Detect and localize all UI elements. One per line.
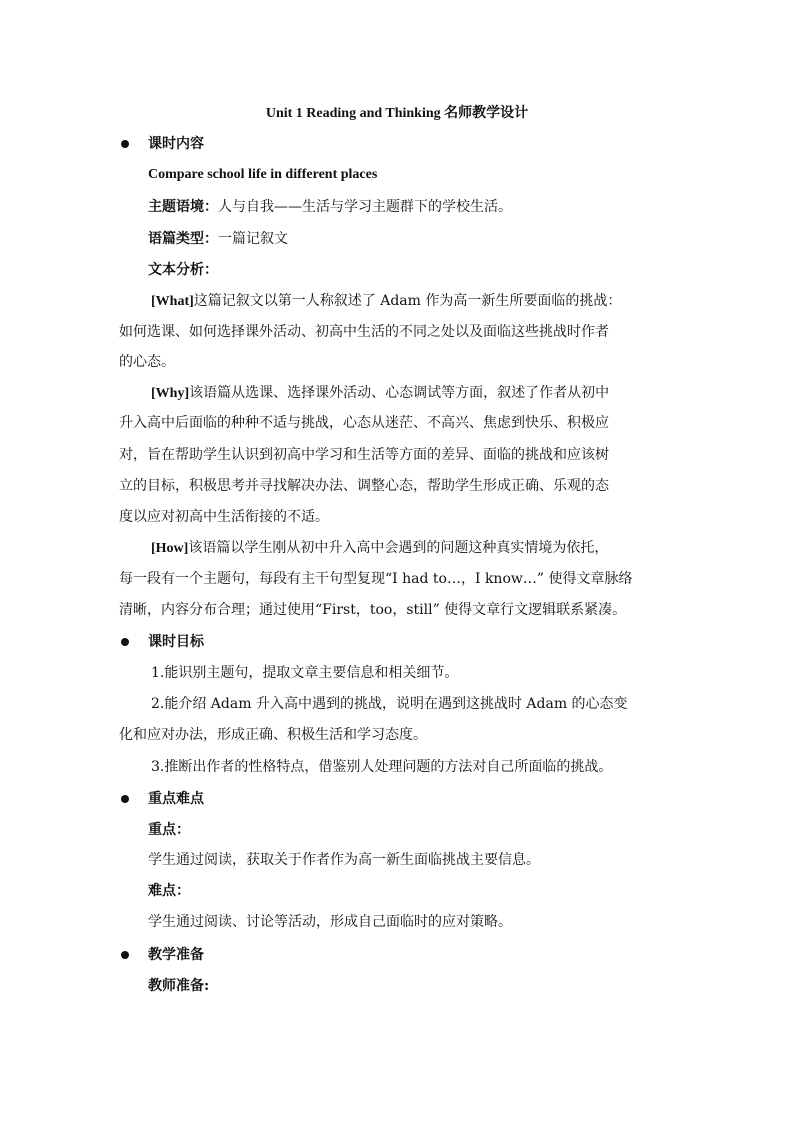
what-paragraph-line: 的心态。 — [119, 354, 175, 370]
bullet-icon — [121, 951, 129, 959]
key-text: 学生通过阅读，获取关于作者作为高一新生面临挑战主要信息。 — [148, 852, 540, 868]
section-heading-lesson-goals: 课时目标 — [148, 634, 204, 650]
bullet-icon — [121, 795, 129, 803]
why-paragraph-line: 立的目标，积极思考并寻找解决办法、调整心态，帮助学生形成正确、乐观的态 — [119, 478, 609, 494]
teacher-preparation-label: 教师准备: — [148, 978, 210, 994]
analysis-label: 文本分析： — [148, 262, 218, 278]
theme-label: 主题语境： — [148, 199, 218, 215]
goal-item: 2.能介绍 Adam 升入高中遇到的挑战，说明在遇到这挑战时 Adam 的心态变 — [151, 696, 628, 712]
section-heading-key-points: 重点难点 — [148, 791, 204, 807]
how-text: 该语篇以学生刚从初中升入高中会遇到的问题这种真实情境为依托， — [188, 540, 609, 556]
why-paragraph-line: 升入高中后面临的种种不适与挑战，心态从迷茫、不高兴、焦虑到快乐、积极应 — [119, 415, 609, 431]
how-paragraph-line: 每一段有一个主题句，每段有主干句型复现“I had to…，I know…” 使得文章脉络 — [119, 571, 633, 587]
goal-item: 1.能识别主题句，提取文章主要信息和相关细节。 — [151, 665, 459, 681]
difficult-text: 学生通过阅读、讨论等活动，形成自己面临时的应对策略。 — [148, 914, 512, 930]
genre-label: 语篇类型： — [148, 231, 218, 247]
genre-value: 一篇记叙文 — [218, 231, 288, 247]
section-heading-preparation: 教学准备 — [148, 947, 204, 963]
goal-item: 3.推断出作者的性格特点，借鉴别人处理问题的方法对自己所面临的挑战。 — [151, 759, 613, 775]
goal-item-continued: 化和应对办法，形成正确、积极生活和学习态度。 — [119, 727, 427, 743]
why-tag: [Why] — [151, 386, 190, 401]
how-tag: [How] — [151, 541, 189, 556]
section-heading-lesson-content: 课时内容 — [148, 136, 204, 152]
bullet-icon — [121, 140, 129, 148]
what-paragraph-line — [151, 291, 621, 312]
lesson-topic: Compare school life in different places — [148, 167, 378, 182]
why-paragraph-line — [151, 383, 609, 404]
why-paragraph-line: 度以应对初高中生活衔接的不适。 — [119, 509, 329, 525]
what-tag: [What] — [151, 294, 194, 309]
theme-value: 人与自我——生活与学习主题群下的学校生活。 — [218, 199, 512, 215]
theme-row — [148, 197, 512, 217]
what-paragraph-line: 如何选课、如何选择课外活动、初高中生活的不同之处以及面临这些挑战时作者 — [119, 324, 609, 340]
how-paragraph-line: 清晰，内容分布合理；通过使用“First，too，still” 使得文章行文逻辑联系紧凑。 — [119, 602, 627, 618]
key-label: 重点： — [148, 822, 190, 838]
page-title: Unit 1 Reading and Thinking 名师教学设计 — [265, 106, 529, 121]
why-paragraph-line: 对，旨在帮助学生认识到初高中学习和生活等方面的差异、面临的挑战和应该树 — [119, 447, 609, 463]
what-text: 这篇记叙文以第一人称叙述了 Adam 作为高一新生所要面临的挑战： — [193, 293, 622, 309]
difficult-label: 难点： — [148, 883, 190, 899]
why-text: 该语篇从选课、选择课外活动、心态调试等方面，叙述了作者从初中 — [189, 385, 610, 401]
bullet-icon — [121, 638, 129, 646]
how-paragraph-line — [151, 538, 608, 559]
genre-row — [148, 229, 288, 249]
